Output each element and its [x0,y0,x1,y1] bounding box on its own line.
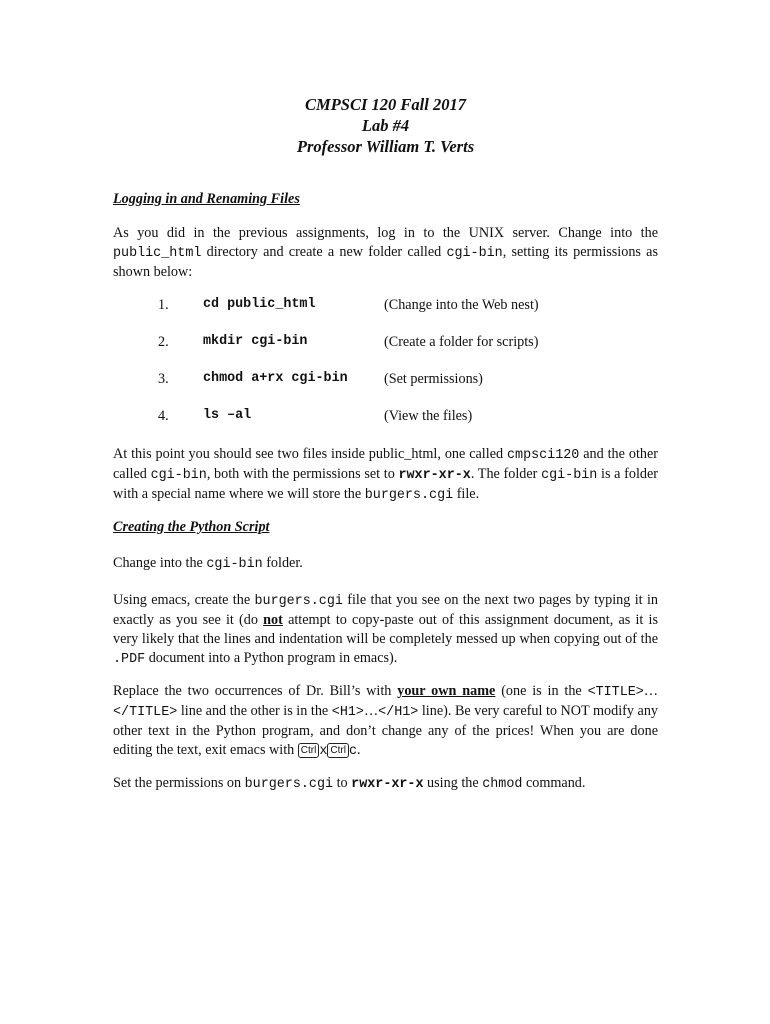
text: , setting its permissions as shown below: [113,244,658,280]
text: line). Be very careful to NOT modify any other text in the Python program, and don’t change any of the prices! When you are done editing the text, exit emacs with [113,703,659,758]
text: line and the other is in the [177,703,332,719]
step-description: (View the files) [384,408,473,424]
code-chmod: chmod [482,777,523,792]
text: Set the permissions on [113,775,245,791]
code-permissions: rwxr-xr-x [351,777,424,792]
code-cgi-bin: cgi-bin [446,246,503,261]
section-heading-python-script: Creating the Python Script [113,519,270,535]
code-cgi-bin: cgi-bin [150,468,207,483]
replace-name-paragraph [113,682,658,761]
step-item [113,295,658,315]
code-c: c [348,744,358,759]
step-item [113,332,658,352]
code-permissions: rwxr-xr-x [398,468,471,483]
step-number: 4. [158,408,169,424]
text: … [643,683,658,699]
text: Replace the two occurrences of Dr. Bill’s with [113,683,398,699]
ctrl-key-icon: Ctrl [298,743,320,758]
text: command. [522,775,586,791]
text: file. [453,486,480,502]
text: and the other called [113,446,659,482]
text: attempt to copy-paste out of this assignment document, as it is very likely that the lines and indentation will be completely messed up when copying out of the [113,612,658,647]
code-cgi-bin: cgi-bin [206,557,263,572]
text: to [333,775,352,791]
code-burgers-cgi: burgers.cgi [244,777,334,792]
text: (one is in the [495,683,588,699]
step-item [113,406,658,426]
step-command: chmod a+rx cgi-bin [203,371,348,386]
emacs-paragraph [113,591,658,669]
step-number: 3. [158,371,169,387]
text: directory and create a new folder called [201,244,447,260]
code-title-open: <TITLE> [587,685,644,700]
text: folder. [262,555,303,571]
code-cgi-bin: cgi-bin [541,468,598,483]
code-pdf: .PDF [113,652,146,667]
text: … [363,703,379,719]
code-cmpsci120: cmpsci120 [507,448,580,463]
text: As you did in the previous assignments, log in to the UNIX server. Change into the [113,225,658,241]
code-burgers-cgi: burgers.cgi [254,594,343,609]
ctrl-key-icon: Ctrl [327,743,349,758]
text: . The folder [470,466,542,482]
code-burgers-cgi: burgers.cgi [364,488,454,503]
document-page [113,94,659,792]
change-folder-paragraph [113,554,658,574]
text: file that you see on the next two pages by typing it in exactly as you see it (do [113,592,658,628]
intro-paragraph [113,224,658,282]
title-block [113,94,658,157]
code-h1-open: <H1> [331,705,364,720]
text: At this point you should see two files inside public_html, one called [113,446,507,462]
text: Using emacs, create the [113,592,255,608]
step-description: (Change into the Web nest) [384,297,539,313]
permissions-paragraph [113,774,658,794]
step-number: 2. [158,334,169,350]
text: Change into the [113,555,207,571]
text: document into a Python program in emacs). [145,650,398,666]
code-public-html: public_html [113,246,202,261]
text: . [357,742,361,758]
code-title-close: </TITLE> [113,705,178,720]
text: , both with the permissions set to [206,466,399,482]
code-x: x [319,744,328,759]
step-item [113,369,658,389]
step-command: mkdir cgi-bin [203,334,308,349]
professor-name: Professor William T. Verts [296,137,475,156]
course-title: CMPSCI 120 Fall 2017 [305,95,466,114]
step-command: cd public_html [203,297,316,312]
text: using the [423,775,483,791]
step-description: (Set permissions) [384,371,483,387]
step-command: ls –al [203,408,252,423]
code-h1-close: </H1> [378,705,419,720]
emphasis-not: not [263,612,283,628]
step-number: 1. [158,297,169,313]
text: is a folder with a special name where we will store the [113,466,658,502]
section-heading-logging-in: Logging in and Renaming Files [113,191,300,207]
after-steps-paragraph [113,445,658,505]
emphasis-your-own-name: your own name [397,683,496,699]
step-description: (Create a folder for scripts) [384,334,539,350]
lab-title: Lab #4 [361,116,410,135]
